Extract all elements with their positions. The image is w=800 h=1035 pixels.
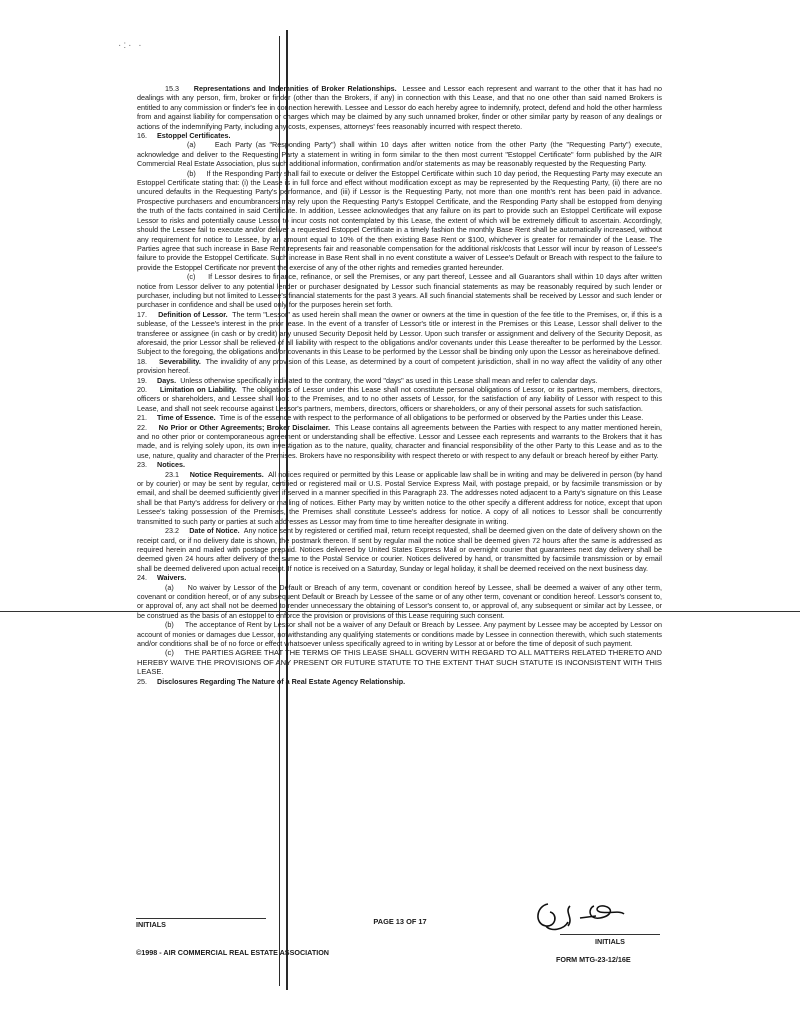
paragraph-number: 23.1	[165, 469, 179, 479]
paragraph-number: (b)	[165, 620, 174, 630]
paragraph-number: 16.	[137, 131, 147, 141]
paragraph-heading: No Prior or Other Agreements; Broker Disclaimer.	[158, 422, 331, 432]
paragraph-text: The invalidity of any provision of this Lease, as determined by a court of competent jurisdiction, shall in no way affect the validity of any other provision hereof.	[137, 356, 662, 376]
lease-paragraph	[137, 460, 662, 469]
initials-left-label: INITIALS	[136, 920, 166, 929]
paragraph-text: If the Responding Party shall fail to execute or deliver the Estoppel Certificate within such 10 day period, the Requesting Party may execute an Estoppel Certificate stating that: (i) the Lease is in full force and effect without modification except as may be represented by the Requesting Party, (ii) there are no uncured defaults in the Requesting Party's performance, and (iii) if Lessor is the Requesting Party, not more than one month's rent has been paid in advance. Prospective purchasers and encumbrancers may rely upon the Requesting Party's Estoppel Certificate, and the Responding Party shall be estopped from denying the truth of the facts contained in said Certificate. In addition, Lessee acknowledges that any failure on its part to provide such an Estoppel Certificate will expose Lessor to risks and potentially cause Lessor to incur costs not contemplated by this Lease, the extent of which will be extremely difficult to ascertain. Accordingly, should the Lessee fail to execute and/or deliver a requested Estoppel Certificate in a timely fashion the monthly Base Rent shall be automatically increased, without any requirement for notice to Lessee, by an amount equal to 10% of the then existing Base Rent or $100, whichever is greater for remainder of the Lease. The Parties agree that such increase in Base Rent represents fair and reasonable compensation for the additional risk/costs that Lessor will incur by reason of Lessee's failure to provide the Estoppel Certificate. Such increase in Base Rent shall in no event constitute a waiver of Lessee's Default or Breach with respect to the failure to provide the Estoppel Certificate nor prevent the exercise of any of the other rights and remedies granted hereunder.	[137, 168, 662, 272]
paragraph-number: (c)	[187, 272, 196, 282]
paragraph-heading: Days.	[157, 375, 177, 385]
paragraph-heading: Time of Essence.	[157, 413, 216, 423]
paragraph-heading: Date of Notice.	[189, 526, 240, 536]
paragraph-number: 24.	[137, 573, 147, 583]
paragraph-number: (c)	[165, 648, 174, 658]
paragraph-number: 21.	[137, 413, 147, 423]
lease-paragraph	[137, 423, 662, 461]
paragraph-text: The acceptance of Rent by Lessor shall not be a waiver of any Default or Breach by Lessee. Any payment by Lessee may be accepted by Lessor on account of monies or damages due Lessor, notwithstanding any qualifying statements or conditions made by Lessee in connection therewith, which such statements and/or conditions shall be of no force or effect whatsoever unless specifically agreed to in writing by Lessor at or before the time of deposit of such payment.	[137, 620, 662, 648]
scan-artifact-mark: ·:· ·	[118, 40, 144, 51]
form-identifier: FORM MTG-23-12/16E	[556, 955, 631, 964]
initials-right-label: INITIALS	[595, 937, 625, 946]
paragraph-heading: Limitation on Liability.	[159, 385, 237, 394]
paragraph-text: The obligations of Lessor under this Lease shall not constitute personal obligations of Lessor, or its partners, members, directors, officers or shareholders, and Lessee shall look to the Premises, and to no other assets of Lessor, for the satisfaction of any liability of Lessor with respect to this Lease, and shall not seek recourse against Lessor's partners, members, directors, officers or shareholders, or any of their personal assets for such satisfaction.	[137, 385, 662, 413]
paragraph-number: 20.	[137, 385, 147, 394]
copyright-notice: ©1998 - AIR COMMERCIAL REAL ESTATE ASSOCIATION	[136, 948, 329, 957]
lease-paragraph	[137, 140, 662, 168]
handwritten-initials-signature	[534, 896, 634, 936]
initials-right-line	[560, 934, 660, 935]
paragraph-text: No waiver by Lessor of the Default or Breach of any term, covenant or condition hereof by Lessee, shall be deemed a waiver of any other term, covenant or condition hereof, or of any subsequent Default or Breach by Lessee of the same or of any other term, covenant or condition hereof. Lessor's consent to, or approval of, any act shall not be deemed to render unnecessary the obtaining of Lessor's consent to, or approval of, any subsequent or similar act by Lessee, or be construed as the basis of an estoppel to enforce the provision or provisions of this Lease requiring such consent.	[137, 582, 662, 620]
paragraph-text: Time is of the essence with respect to the performance of all obligations to be performed or observed by the Parties under this Lease.	[219, 413, 644, 423]
paragraph-number: 22.	[137, 422, 147, 432]
paragraph-text: Each Party (as "Responding Party") shall within 10 days after written notice from the other Party (the "Requesting Party") execute, acknowledge and deliver to the Requesting Party a statement in writing in form similar to the then most current "Estoppel Certificate" form published by the AIR Commercial Real Estate Association, plus such additional information, confirmation and/or statements as may be reasonably requested by the Requesting Party.	[137, 140, 662, 169]
lease-paragraph	[137, 620, 662, 648]
paragraph-text: All notices required or permitted by this Lease or applicable law shall be in writing and may be delivered in person (by hand or by courier) or may be sent by regular, certified or registered mail or U.S. Postal Service Express Mail, with postage prepaid, or by facsimile transmission or by email, and shall be deemed sufficiently given if served in a manner specified in this Paragraph 23. The addresses noted adjacent to a Party's signature on this Lease shall be that Party's address for delivery or mailing of notices. Either Party may by written notice to the other specify a different address for notice, except that upon Lessee's taking possession of the Premises, the Premises shall constitute Lessee's address for notice. A copy of all notices to Lessor shall be concurrently transmitted to such party or parties at such addresses as Lessor may from time to time hereafter designate in writing.	[137, 469, 662, 526]
paragraph-heading: Disclosures Regarding The Nature of a Real Estate Agency Relationship.	[157, 676, 406, 686]
page-number: PAGE 13 OF 17	[373, 917, 427, 926]
paragraph-text: If Lessor desires to finance, refinance, or sell the Premises, or any part thereof, Lessee and all Guarantors shall within 10 days after written notice from Lessor deliver to any potential lender or purchaser designated by Lessor such financial statements as may be reasonably required by such lender or purchaser, including but not limited to Lessee's financial statements for the past 3 years. All such financial statements shall be received by Lessor and such lender or purchaser in confidence and shall be used only for the purposes herein set forth.	[137, 272, 662, 310]
paragraph-text: Any notice sent by registered or certified mail, return receipt requested, shall be deemed given on the date of delivery shown on the receipt card, or if no delivery date is shown, the postmark thereon. If sent by regular mail the notice shall be deemed given 72 hours after the same is addressed as required herein and mailed with postage prepaid. Notices delivered by United States Express Mail or overnight courier that guarantees next day delivery shall be deemed given 24 hours after delivery of the same to the Postal Service or courier. Notices delivered by hand, or transmitted by facsimile transmission or by email shall be deemed delivered upon actual receipt. If notice is received on a Saturday, Sunday or legal holiday, it shall be deemed received on the next business day.	[137, 526, 662, 573]
paragraph-number: 15.3	[165, 84, 179, 93]
lease-paragraph	[137, 573, 662, 582]
lease-paragraph	[137, 413, 662, 422]
lease-paragraph	[137, 310, 662, 357]
paragraph-number: 23.2	[165, 526, 179, 536]
paragraph-heading: Notice Requirements.	[189, 469, 264, 479]
paragraph-heading: Severability.	[159, 356, 201, 366]
lease-paragraph	[137, 272, 662, 310]
lease-paragraph	[137, 169, 662, 272]
paragraph-number: (a)	[165, 582, 174, 592]
paragraph-number: 23.	[137, 460, 147, 470]
paragraph-number: 17.	[137, 309, 147, 319]
lease-paragraph	[137, 84, 662, 131]
paragraph-number: (b)	[187, 168, 196, 178]
lease-paragraph	[137, 677, 662, 686]
paragraph-heading: Notices.	[157, 460, 185, 470]
paragraph-text: This Lease contains all agreements between the Parties with respect to any matter mentioned herein, and no other prior or contemporaneous agreement or understanding shall be effective. Lessor and Lessee each represents and warrants to the Brokers that it has made, and is relying solely upon, its own investigation as to the nature, quality, character and financial responsibility of the other Party to this Lease and as to the use, nature, quality and character of the Premises. Brokers have no responsibility with respect thereto or with respect to any default or breach hereof by either Party.	[137, 422, 662, 460]
paragraph-text: The term "Lessor" as used herein shall mean the owner or owners at the time in question of the fee title to the Premises, or, if this is a sublease, of the Lessee's interest in the prior lease. In the event of a transfer of Lessor's title or interest in the Premises or this Lease, Lessor shall deliver to the transferee or assignee (in cash or by credit) any unused Security Deposit held by Lessor. Upon such transfer or assignment and delivery of the Security Deposit, as aforesaid, the prior Lessor shall be relieved of all liability with respect to the obligations and/or covenants under this Lease thereafter to be performed by the Lessor. Subject to the foregoing, the obligations and/or covenants in this Lease to be performed by the Lessor shall be binding only upon the Lessor as hereinabove defined.	[137, 309, 662, 357]
paragraph-text: Lessee and Lessor each represent and warrant to the other that it has had no dealings with any person, firm, broker or finder (other than the Brokers, if any) in connection with this Lease, and that no one other than said named Brokers is entitled to any commission or finder's fee in connection herewith. Lessee and Lessor do each hereby agree to indemnify, protect, defend and hold the other harmless from and against liability for compensation or charges which may be claimed by any such unnamed broker, finder or other similar party by reason of any dealings or actions of the indemnifying Party, including any costs, expenses, attorneys' fees reasonably incurred with respect thereto.	[137, 84, 662, 131]
paragraph-heading: Definition of Lessor.	[158, 309, 228, 319]
paragraph-number: 19.	[137, 375, 147, 385]
lease-paragraph	[137, 357, 662, 376]
lease-body-text	[137, 84, 662, 686]
lease-paragraph	[137, 470, 662, 526]
lease-paragraph	[137, 648, 662, 676]
lease-paragraph	[137, 583, 662, 621]
lease-paragraph	[137, 385, 662, 413]
paragraph-text: Unless otherwise specifically indicated to the contrary, the word "days" as used in this Lease shall mean and refer to calendar days.	[180, 375, 598, 385]
paragraph-number: 25.	[137, 676, 147, 686]
paragraph-heading: Estoppel Certificates.	[157, 131, 231, 141]
lease-paragraph	[137, 526, 662, 573]
lease-paragraph	[137, 376, 662, 385]
paragraph-number: (a)	[187, 140, 196, 150]
paragraph-number: 18.	[137, 356, 147, 366]
paragraph-heading: Waivers.	[157, 573, 187, 583]
paragraph-text: THE PARTIES AGREE THAT THE TERMS OF THIS LEASE SHALL GOVERN WITH REGARD TO ALL MATTERS RELATED THERETO AND HEREBY WAIVE THE PROVISIONS OF ANY PRESENT OR FUTURE STATUTE TO THE EXTENT THAT SUCH STATUTE IS INCONSISTENT WITH THIS LEASE.	[137, 648, 662, 677]
lease-paragraph	[137, 131, 662, 140]
paragraph-heading: Representations and Indemnities of Broker Relationships.	[193, 84, 397, 93]
